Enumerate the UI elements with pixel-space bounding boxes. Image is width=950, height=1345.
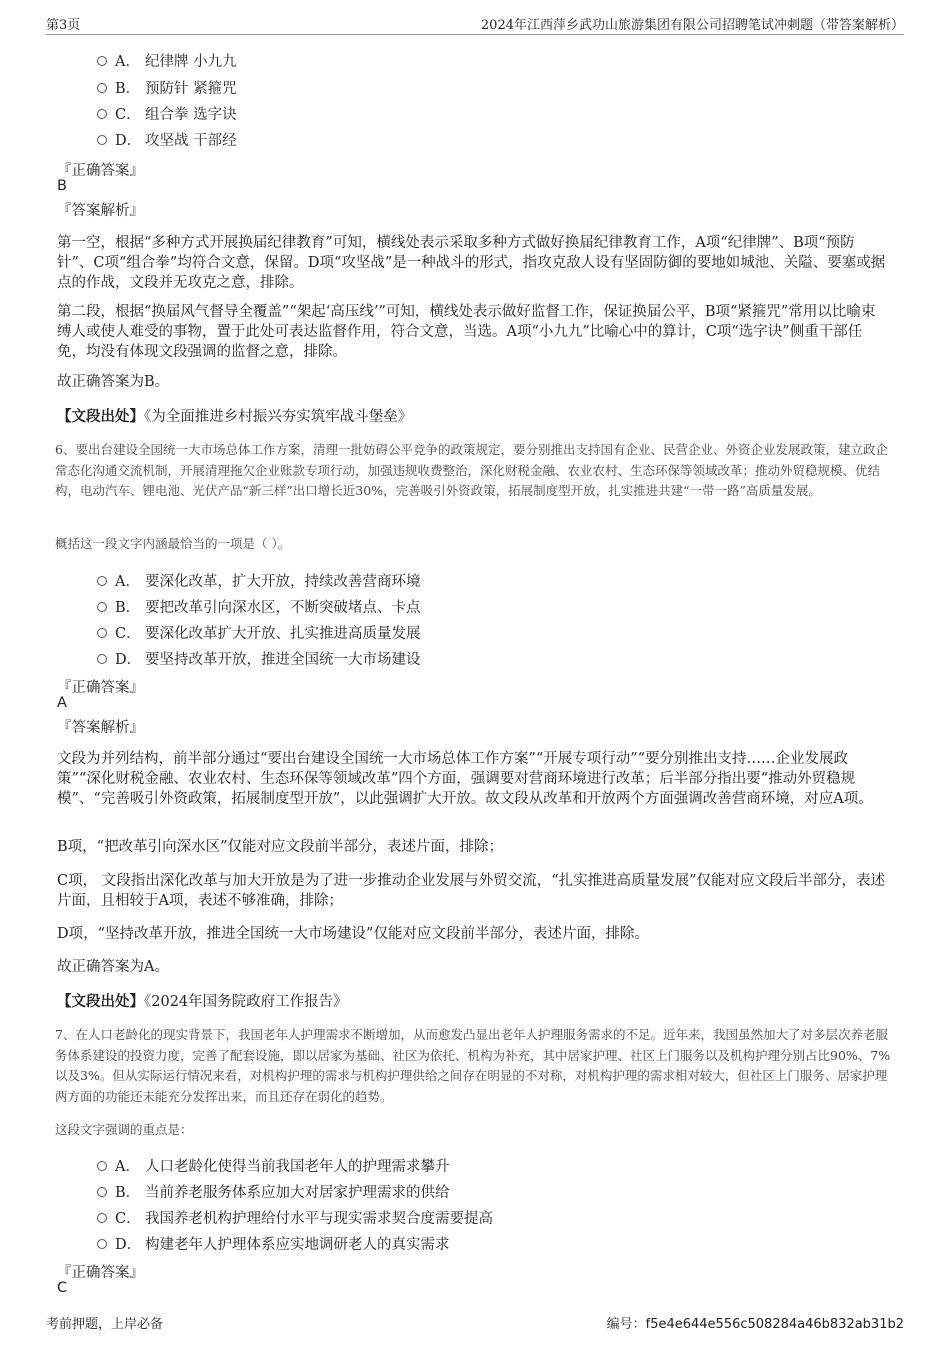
radio-icon[interactable] xyxy=(97,83,107,93)
option-text: 要坚持改革开放，推进全国统一大市场建设 xyxy=(145,652,421,668)
source-title: 《为全面推进乡村振兴夯实筑牢战斗堡垒》 xyxy=(144,409,413,425)
document-code: 编号：f5e4e644e556c508284a46b832ab31b2 xyxy=(606,1317,904,1332)
analysis-paragraph: 文段为并列结构，前半部分通过“要出台建设全国统一大市场总体工作方案”“开展专项行动”“要分别推出支持……企业发展政策”“深化财税金融、农业农村、生态环保等领域改革”四个方面，强调要对营商环境进行改革；后半部分指出要“推动外贸稳规模”、“完善吸引外资政策，拓展制度型开放”，以此强调扩大开放。故文段从改革和开放两个方面强调改善营商环境，对应A项。 xyxy=(57,751,873,807)
question-prompt: 概括这一段文字内涵最恰当的一项是（ ）。 xyxy=(55,536,291,551)
footer-slogan: 考前押题，上岸必备 xyxy=(46,1317,164,1332)
radio-icon[interactable] xyxy=(97,1187,107,1197)
analysis-paragraph: C项， 文段指出深化改革与加大开放是为了进一步推动企业发展与外贸交流，“扎实推进高质量发展”仅能对应文段后半部分，表述片面，且相较于A项，表述不够准确，排除； xyxy=(57,873,886,909)
option-text: 当前养老服务体系应加大对居家护理需求的供给 xyxy=(145,1185,450,1201)
option-text: 纪律牌 小九九 xyxy=(145,54,237,70)
page-number: 第3页 xyxy=(46,18,81,33)
correct-answer: C xyxy=(57,1280,68,1296)
option-key: C． xyxy=(115,107,141,123)
option-key: D． xyxy=(115,652,142,668)
radio-icon[interactable] xyxy=(97,1213,107,1223)
option-text: 构建老年人护理体系应实地调研老人的真实需求 xyxy=(145,1237,450,1253)
option-text: 要深化改革扩大开放、扎实推进高质量发展 xyxy=(145,626,421,642)
source-line xyxy=(57,990,348,1011)
option-key: B． xyxy=(115,600,141,616)
question-stem: 6、要出台建设全国统一大市场总体工作方案，清理一批妨碍公平竞争的政策规定，要分别推出支持国有企业、民营企业、外资企业发展政策，建立政企常态化沟通交流机制，开展清理拖欠企业账款专项行动，加强违规收费整治，深化财税金融、农业农村、生态环保等领域改革；推动外贸稳规模、优结构，电动汽车、锂电池、光伏产品“新三样”出口增长近30%，完善吸引外资政策，拓展制度型开放，扎实推进共建“一带一路”高质量发展。 xyxy=(55,442,888,498)
option-text: 人口老龄化使得当前我国老年人的护理需求攀升 xyxy=(145,1159,450,1175)
analysis-label: 『答案解析』 xyxy=(57,203,144,219)
analysis-label: 『答案解析』 xyxy=(57,720,144,736)
radio-icon[interactable] xyxy=(97,1239,107,1249)
option-key: C． xyxy=(115,626,141,642)
radio-icon[interactable] xyxy=(97,602,107,612)
option-text: 组合拳 选字诀 xyxy=(145,107,237,123)
radio-icon[interactable] xyxy=(97,56,107,66)
option-text: 我国养老机构护理给付水平与现实需求契合度需要提高 xyxy=(145,1211,493,1227)
correct-answer-label: 『正确答案』 xyxy=(57,680,144,696)
page-header xyxy=(46,14,904,35)
correct-answer-label: 『正确答案』 xyxy=(57,163,144,179)
source-line xyxy=(57,405,412,426)
correct-answer: B xyxy=(57,178,67,194)
option-key: D． xyxy=(115,133,142,149)
option-text: 预防针 紧箍咒 xyxy=(145,81,237,97)
analysis-paragraph: 第一空，根据“多种方式开展换届纪律教育”可知，横线处表示采取多种方式做好换届纪律教育工作，A项“纪律牌”、B项“预防针”、C项“组合拳”均符合文意，保留。D项“攻坚战”是一种战斗的形式，指攻克敌人设有坚固防御的要地如城池、关隘、要塞或据点的作战，文段并无攻克之意，排除。 xyxy=(57,235,886,291)
source-tag: 【文段出处】 xyxy=(57,993,144,1010)
analysis-conclusion: 故正确答案为B。 xyxy=(57,374,170,390)
radio-icon[interactable] xyxy=(97,628,107,638)
correct-answer-label: 『正确答案』 xyxy=(57,1265,144,1281)
option-text: 要深化改革，扩大开放，持续改善营商环境 xyxy=(145,574,421,590)
radio-icon[interactable] xyxy=(97,576,107,586)
option-text: 要把改革引向深水区，不断突破堵点、卡点 xyxy=(145,600,421,616)
option-key: A． xyxy=(115,574,140,590)
radio-icon[interactable] xyxy=(97,1161,107,1171)
document-title: 2024年江西萍乡武功山旅游集团有限公司招聘笔试冲刺题（带答案解析） xyxy=(480,18,904,33)
analysis-paragraph: D项，“坚持改革开放，推进全国统一大市场建设”仅能对应文段前半部分，表述片面，排除。 xyxy=(57,926,649,942)
source-tag: 【文段出处】 xyxy=(57,408,144,425)
question-prompt: 这段文字强调的重点是： xyxy=(55,1122,193,1137)
radio-icon[interactable] xyxy=(97,135,107,145)
source-title: 《2024年国务院政府工作报告》 xyxy=(144,994,348,1010)
option-key: A． xyxy=(115,1159,140,1175)
option-key: A． xyxy=(115,54,140,70)
option-key: C． xyxy=(115,1211,141,1227)
option-key: D． xyxy=(115,1237,142,1253)
analysis-paragraph: 第二段，根据“换届风气督导全覆盖”“架起‘高压线’”可知，横线处表示做好监督工作，保证换届公平，B项“紧箍咒”常用以比喻束缚人或使人难受的事物，置于此处可表达监督作用，符合文意，当选。A项“小九九”比喻心中的算计，C项“选字诀”侧重干部任免，均没有体现文段强调的监督之意，排除。 xyxy=(57,304,876,360)
correct-answer: A xyxy=(57,695,67,711)
option-key: B． xyxy=(115,81,141,97)
analysis-conclusion: 故正确答案为A。 xyxy=(57,959,169,975)
option-key: B． xyxy=(115,1185,141,1201)
analysis-paragraph: B项，“把改革引向深水区”仅能对应文段前半部分，表述片面，排除； xyxy=(57,839,503,855)
radio-icon[interactable] xyxy=(97,109,107,119)
radio-icon[interactable] xyxy=(97,654,107,664)
question-stem: 7、在人口老龄化的现实背景下，我国老年人护理需求不断增加，从而愈发凸显出老年人护理服务需求的不足。近年来，我国虽然加大了对多层次养老服务体系建设的投资力度，完善了配套设施，即以居家为基础、社区为依托、机构为补充，其中居家护理、社区上门服务以及机构护理分别占比90%、7%以及3%。但从实际运行情况来看，对机构护理的需求与机构护理供给之间存在明显的不对称，对机构护理的需求相对较大，但社区上门服务、居家护理两方面的功能还未能充分发挥出来，而且还存在弱化的趋势。 xyxy=(55,1027,891,1104)
option-text: 攻坚战 干部经 xyxy=(145,133,237,149)
